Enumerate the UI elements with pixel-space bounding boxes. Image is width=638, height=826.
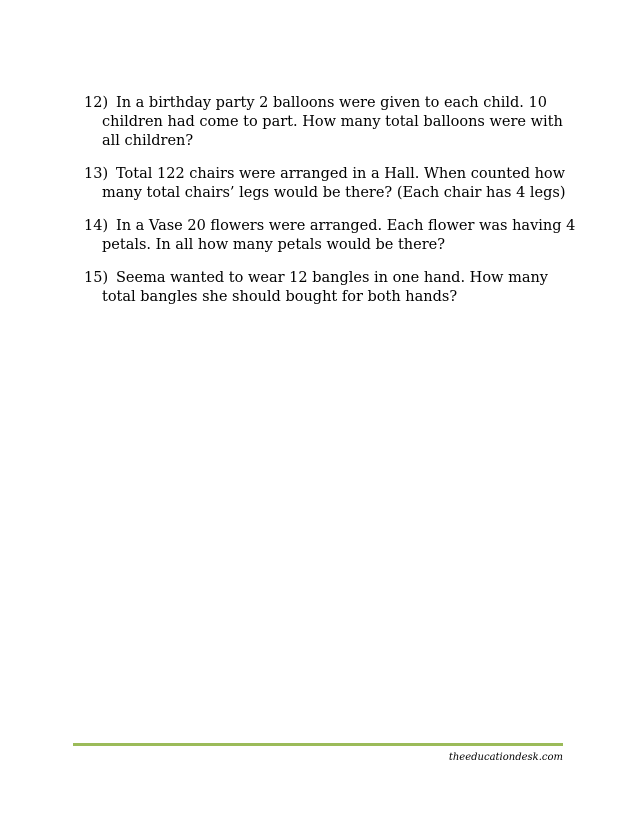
question-text: In a Vase 20 flowers were arranged. Each flower was having 4 petals. In all how many petals would be there? bbox=[102, 218, 576, 253]
question-13 bbox=[84, 165, 584, 203]
question-number: 14) bbox=[84, 218, 109, 234]
question-text: In a birthday party 2 balloons were given to each child. 10 children had come to part. How many total balloons were with all children? bbox=[102, 95, 563, 149]
question-text: Seema wanted to wear 12 bangles in one hand. How many total bangles she should bought for both hands? bbox=[102, 270, 548, 305]
footer-divider bbox=[73, 743, 563, 746]
question-list bbox=[84, 94, 584, 321]
question-15 bbox=[84, 269, 584, 307]
question-12 bbox=[84, 94, 584, 151]
footer-site-name: theeducationdesk.com bbox=[448, 752, 563, 763]
question-14 bbox=[84, 217, 584, 255]
question-number: 12) bbox=[84, 95, 109, 111]
question-number: 15) bbox=[84, 270, 109, 286]
question-text: Total 122 chairs were arranged in a Hall. When counted how many total chairs’ legs would be there? (Each chair has 4 legs) bbox=[102, 166, 566, 201]
question-number: 13) bbox=[84, 166, 109, 182]
